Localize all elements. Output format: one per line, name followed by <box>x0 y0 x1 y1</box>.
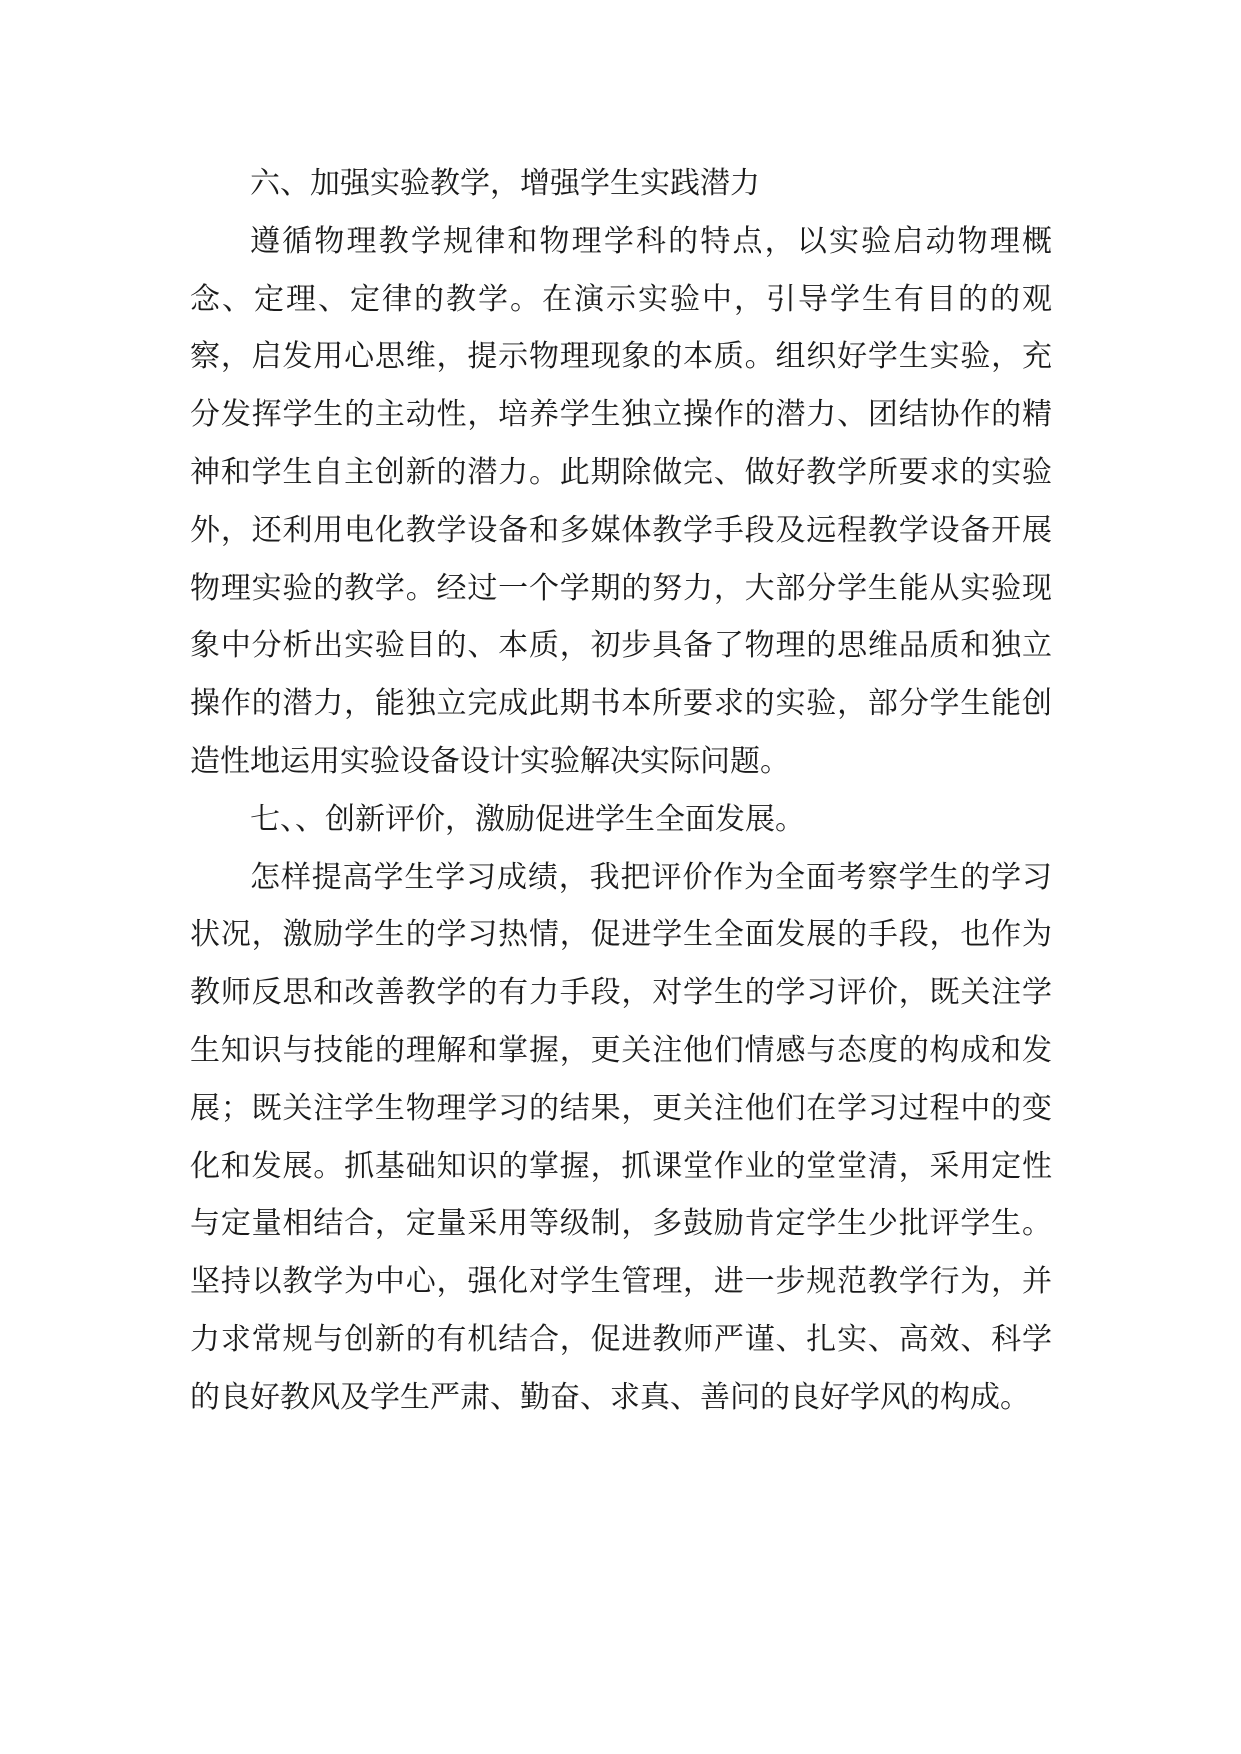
paragraph-evaluation: 怎样提高学生学习成绩，我把评价作为全面考察学生的学习状况，激励学生的学习热情，促进学生全面发展的手段，也作为教师反思和改善教学的有力手段，对学生的学习评价，既关注学生知识与技能的理解和掌握，更关注他们情感与态度的构成和发展；既关注学生物理学习的结果，更关注他们在学习过程中的变化和发展。抓基础知识的掌握，抓课堂作业的堂堂清，采用定性与定量相结合，定量采用等级制，多鼓励肯定学生少批评学生。坚持以教学为中心，强化对学生管理，进一步规范教学行为，并力求常规与创新的有机结合，促进教师严谨、扎实、高效、科学的良好教风及学生严肃、勤奋、求真、善问的良好学风的构成。 <box>190 859 1052 1415</box>
document-body <box>190 155 1052 1427</box>
section-heading-seven: 七、、创新评价，激励促进学生全面发展。 <box>250 801 805 837</box>
section-heading-six: 六、加强实验教学，增强学生实践潜力 <box>250 166 760 201</box>
paragraph-experiment-teaching: 遵循物理教学规律和物理学科的特点，以实验启动物理概念、定理、定律的教学。在演示实验中，引导学生有目的的观察，启发用心思维，提示物理现象的本质。组织好学生实验，充分发挥学生的主动性，培养学生独立操作的潜力、团结协作的精神和学生自主创新的潜力。此期除做完、做好教学所要求的实验外，还利用电化教学设备和多媒体教学手段及远程教学设备开展物理实验的教学。经过一个学期的努力，大部分学生能从实验现象中分析出实验目的、本质，初步具备了物理的思维品质和独立操作的潜力，能独立完成此期书本所要求的实验，部分学生能创造性地运用实验设备设计实验解决实际问题。 <box>190 223 1052 779</box>
